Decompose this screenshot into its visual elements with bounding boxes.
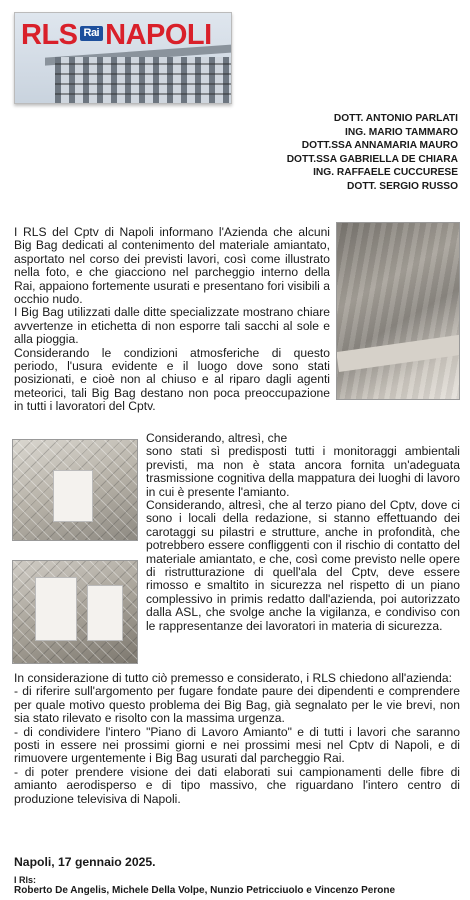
signatories-list [287, 112, 458, 194]
logo-text-left: RLS [21, 19, 78, 51]
paragraph: Considerando, altresì, che al terzo piano del Cptv, dove ci sono i locali della redazione, si stanno effettuando dei carotaggi su pilastri e strutture, anche in profondità, che potrebbero essere confliggenti con il rischio di contatto del materiale amiantato, e che, così come previsto nelle opere di ristrutturazione di quell'ala del Cptv, deve essere rimosso e smaltito in sicurezza nel rispetto di un piano complessivo in primis redatto dall'azienda, poi autorizzato dalla ASL, che svolge anche la vigilanza, e condiviso con le rappresentanze dei lavoratori in materia di sicurezza. [146, 498, 460, 633]
big-bag-photo-3 [12, 560, 138, 664]
signatory: DOTT.SSA GABRIELLA DE CHIARA [286, 153, 458, 165]
rls-signatures: Roberto De Angelis, Michele Della Volpe, Nunzio Petricciuolo e Vincenzo Perone [14, 885, 396, 896]
document-date: Napoli, 17 gennaio 2025. [14, 855, 156, 869]
paragraph: Considerando le condizioni atmosferiche di questo periodo, l'usura evidente e il luogo dove sono stati posizionati, e cioè non al chiuso e al riparo dagli agenti meteorici, tali Big Bag destano non poca preoccupazione in tutti i lavoratori del Cptv. [14, 345, 330, 414]
paragraph: I Big Bag utilizzati dalle ditte specializzate mostrano chiare avvertenze in etichetta di non esporre tali sacchi al sole e alla pioggia. [14, 305, 330, 347]
signatory: ING. RAFFAELE CUCCURESE [313, 167, 458, 179]
big-bag-photo-1 [336, 222, 460, 400]
request-item: - di riferire sull'argomento per fugare fondate paure dei dipendenti e comprendere per quale motivo questo problema dei Big Bag, già segnalato per le vie brevi, non sia stato rilevato e risolto con la massima urgenza. [14, 684, 460, 726]
big-bag-photo-2 [12, 439, 138, 541]
logo-title [21, 19, 212, 51]
signatory: DOTT. ANTONIO PARLATI [333, 113, 458, 124]
paragraph: I RLS del Cptv di Napoli informano l'Azienda che alcuni Big Bag dedicati al contenimento del materiale amiantato, asportato nel corso dei previsti lavori, così come illustrato nella foto, e che giacciono nel parcheggio interno della Rai, appaiono fortemente usurati e presentano fori visibili a occhio nudo. [14, 225, 330, 307]
signatory: DOTT.SSA ANNAMARIA MAURO [301, 140, 458, 152]
rls-label: I Rls: [14, 875, 37, 885]
paragraph: In considerazione di tutto ciò premesso e considerato, i RLS chiedono all'azienda: [14, 671, 452, 685]
signatory: DOTT. SERGIO RUSSO [347, 180, 458, 192]
intro-paragraphs [14, 226, 330, 414]
paragraph: sono stati sì predisposti tutti i monitoraggi ambientali previsti, ma non è stata ancora fornita un'adeguata trasmissione cognitiva della mappatura dei luoghi di lavoro in cui è presente l'amianto. [146, 444, 460, 499]
request-item: - di poter prendere visione dei dati elaborati sui campionamenti delle fibre di amianto aerodisperso e di tipo massivo, che riguardano l'intero centro di produzione televisiva di Napoli. [14, 764, 460, 806]
signatory: ING. MARIO TAMMARO [345, 126, 458, 138]
building-floors [55, 57, 231, 103]
considerations-paragraphs [146, 432, 460, 633]
request-item: - di condividere l'intero "Piano di Lavoro Amianto" e di tutti i lavori che saranno posti in essere nei prossimi giorni e nei prossimi mesi nel Cptv di Napoli, e di rimuovere urgentemente i Big Bag usurati dal parcheggio Rai. [14, 724, 460, 766]
rls-rai-napoli-logo [14, 12, 232, 104]
paragraph-lead: Considerando, altresì, che [146, 431, 288, 445]
logo-text-right: NAPOLI [105, 19, 212, 51]
rai-badge: Rai [80, 26, 104, 41]
requests-paragraphs [14, 672, 460, 806]
